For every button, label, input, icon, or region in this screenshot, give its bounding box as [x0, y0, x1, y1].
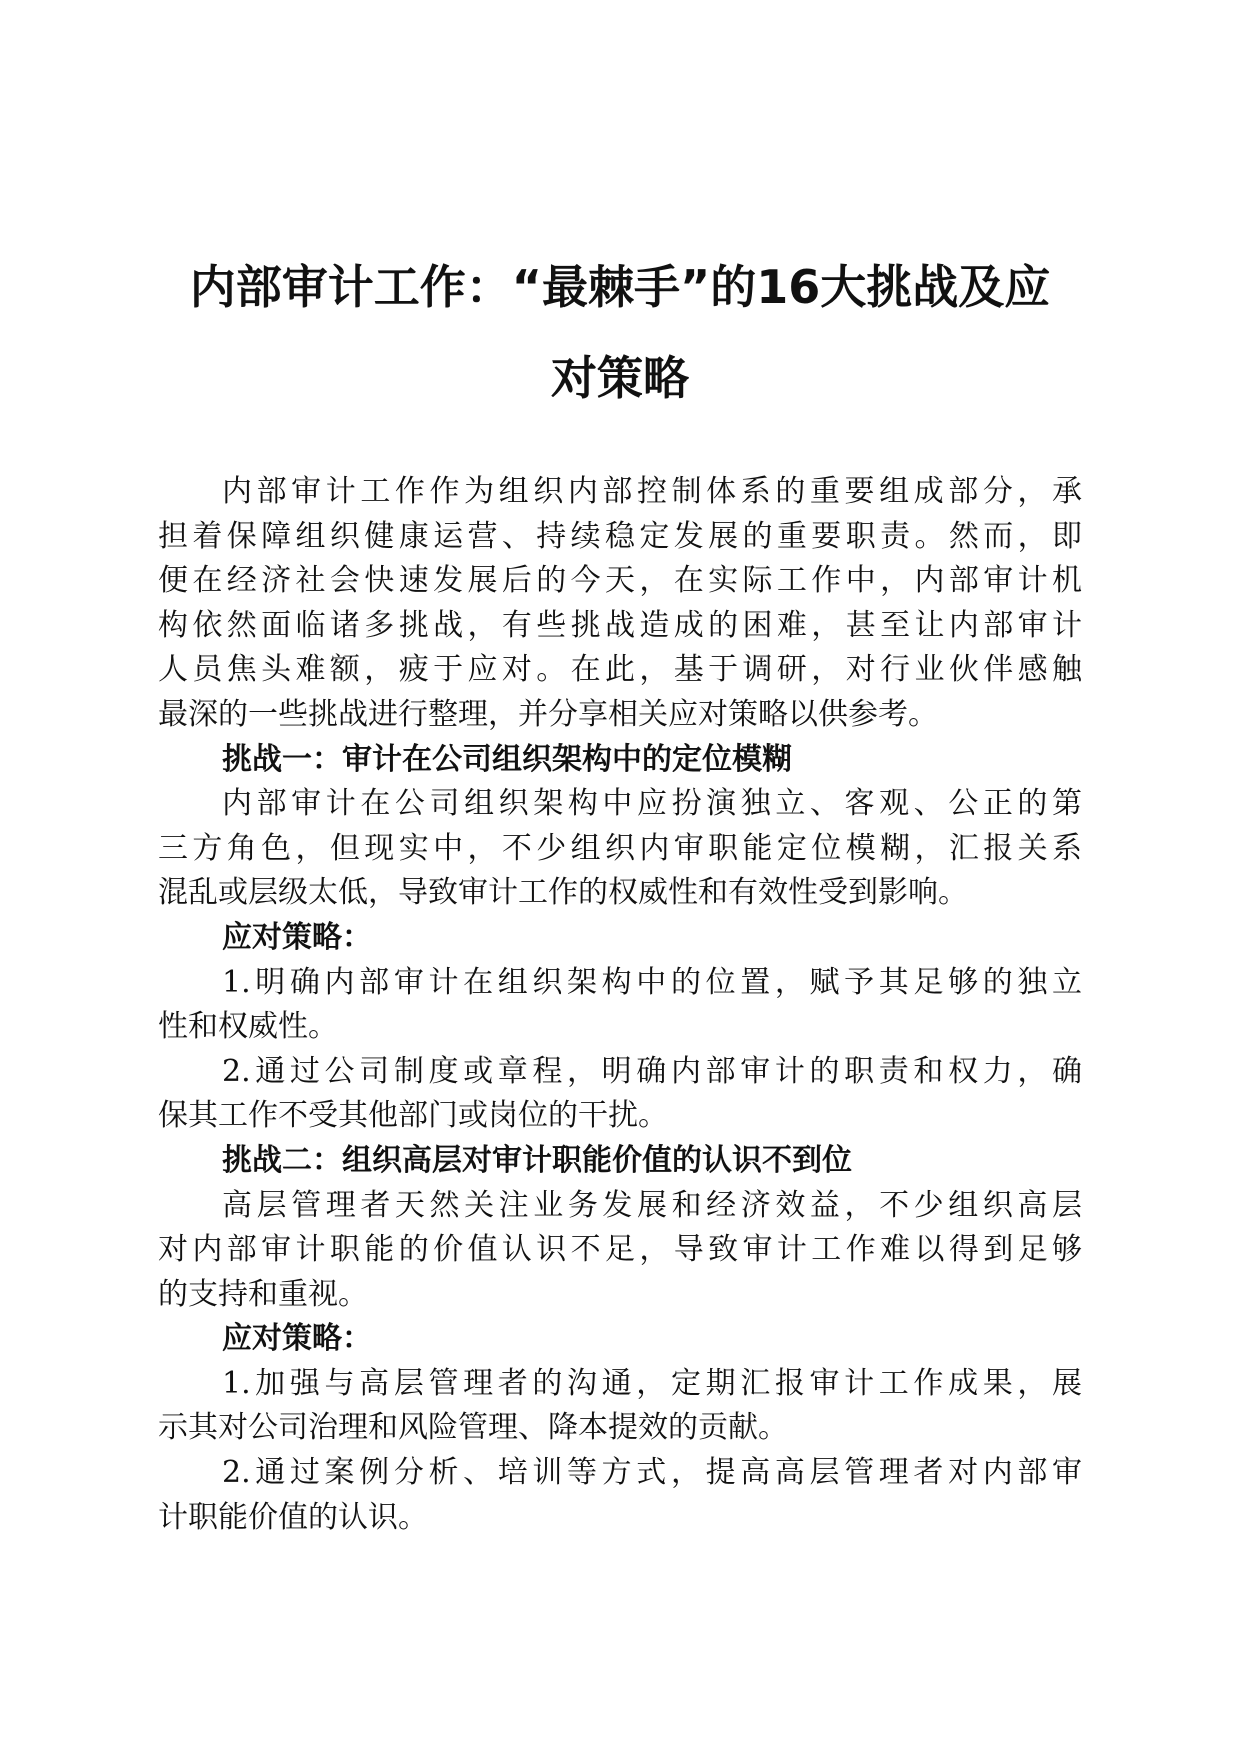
- paragraph-line: 对内部审计职能的价值认识不足，导致审计工作难以得到足够: [158, 1232, 1082, 1268]
- paragraph-line: 担着保障组织健康运营、持续稳定发展的重要职责。然而，即: [158, 518, 1082, 554]
- strategy-heading: 应对策略：: [222, 919, 372, 955]
- list-item-line: 1.明确内部审计在组织架构中的位置，赋予其足够的独立: [222, 964, 1082, 1000]
- paragraph-line: 高层管理者天然关注业务发展和经济效益，不少组织高层: [222, 1187, 1082, 1223]
- paragraph-line: 最深的一些挑战进行整理，并分享相关应对策略以供参考。: [158, 696, 938, 732]
- paragraph-line: 内部审计工作作为组织内部控制体系的重要组成部分，承: [222, 474, 1082, 509]
- list-item-line: 2.通过公司制度或章程，明确内部审计的职责和权力，确: [222, 1053, 1082, 1089]
- document-title-line-2: 对策略: [551, 351, 689, 405]
- section-heading-challenge-2: 挑战二：组织高层对审计职能价值的认识不到位: [222, 1142, 852, 1178]
- list-item-line: 2.通过案例分析、培训等方式，提高高层管理者对内部审: [222, 1455, 1082, 1491]
- document-title-line-1: 内部审计工作：“最棘手”的16大挑战及应: [189, 260, 1051, 314]
- paragraph-line: 内部审计在公司组织架构中应扮演独立、客观、公正的第: [222, 786, 1082, 822]
- list-item-line: 1.加强与高层管理者的沟通，定期汇报审计工作成果，展: [222, 1365, 1082, 1401]
- list-item-line: 示其对公司治理和风险管理、降本提效的贡献。: [158, 1410, 788, 1446]
- document-body: [158, 470, 1082, 1540]
- list-item-line: 保其工作不受其他部门或岗位的干扰。: [158, 1098, 668, 1134]
- paragraph-line: 三方角色，但现实中，不少组织内审职能定位模糊，汇报关系: [158, 830, 1082, 866]
- paragraph-line: 混乱或层级太低，导致审计工作的权威性和有效性受到影响。: [158, 875, 968, 911]
- paragraph-line: 便在经济社会快速发展后的今天，在实际工作中，内部审计机: [158, 563, 1082, 599]
- list-item-line: 计职能价值的认识。: [158, 1499, 428, 1535]
- list-item-line: 性和权威性。: [158, 1009, 338, 1045]
- strategy-heading: 应对策略：: [222, 1321, 372, 1357]
- paragraph-line: 人员焦头难额，疲于应对。在此，基于调研，对行业伙伴感触: [158, 652, 1082, 688]
- paragraph-line: 构依然面临诸多挑战，有些挑战造成的困难，甚至让内部审计: [158, 607, 1082, 643]
- paragraph-line: 的支持和重视。: [158, 1276, 368, 1312]
- section-heading-challenge-1: 挑战一：审计在公司组织架构中的定位模糊: [222, 741, 792, 777]
